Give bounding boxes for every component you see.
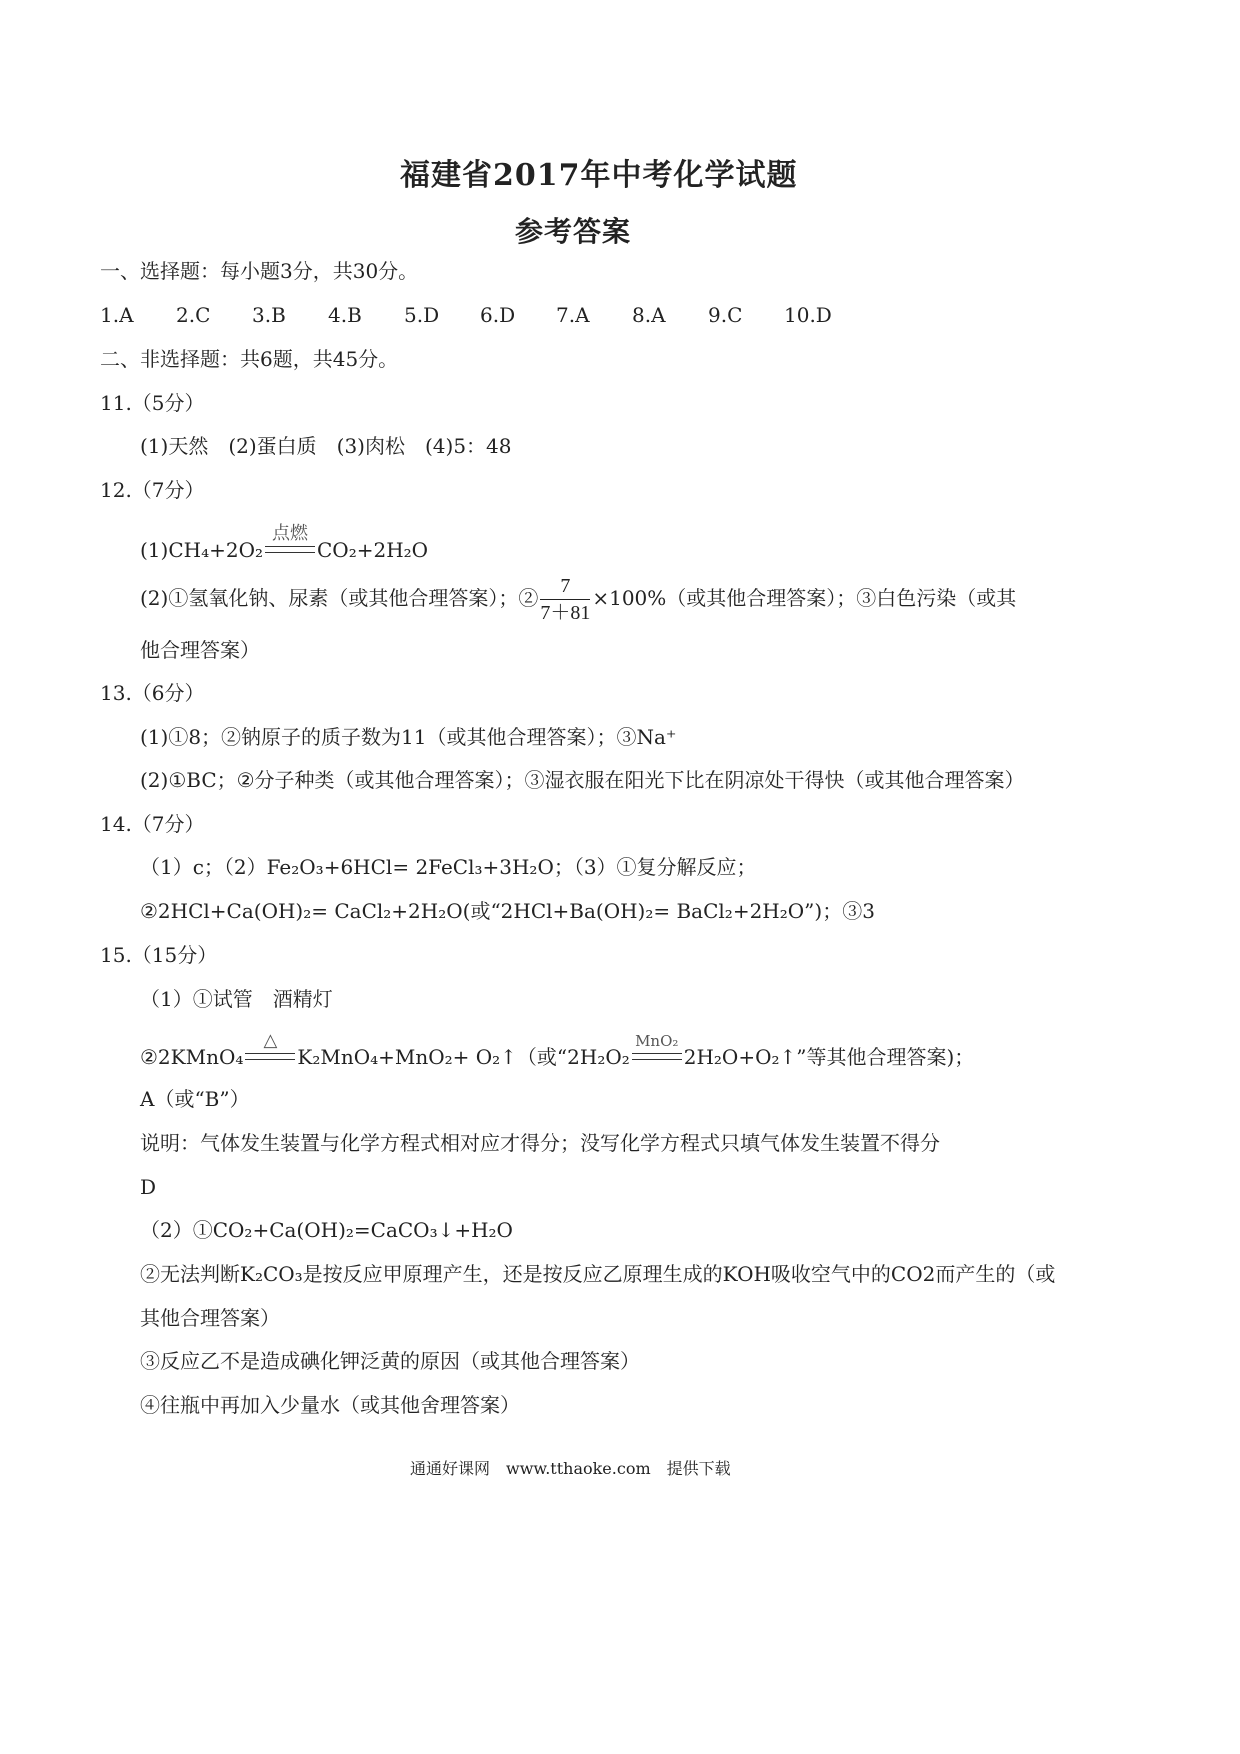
fraction-denominator: 7＋81	[540, 602, 591, 624]
q12-text-b: ×100%（或其他合理答案）；③白色污染（或其	[592, 586, 1017, 610]
mc-answer: 9.C	[708, 303, 743, 327]
reaction-condition	[632, 1032, 682, 1061]
fraction	[540, 573, 590, 626]
condition-label: △	[263, 1030, 278, 1051]
equals-sign	[265, 546, 315, 553]
q12-equation	[140, 523, 429, 564]
equation-left: ②2KMnO₄	[140, 1045, 244, 1069]
footer-source: 通通好课网 www.tthaoke.com 提供下载	[410, 1459, 731, 1478]
q12-text-a: (2)①氢氧化钠、尿素（或其他合理答案）；②	[140, 586, 539, 610]
mc-answer: 3.B	[252, 303, 286, 327]
q15-answer-3: A（或“B”）	[140, 1087, 250, 1111]
page-title: 福建省2017年中考化学试题	[400, 158, 798, 193]
equals-sign	[632, 1053, 682, 1060]
q14-answer-2: ②2HCl+Ca(OH)₂= CaCl₂+2H₂O(或“2HCl+Ba(OH)₂= BaCl₂+2H₂O”)；③3	[140, 899, 875, 923]
q14-answer-1: （1）c；（2）Fe₂O₃+6HCl= 2FeCl₃+3H₂O；（3）①复分解反应；	[140, 855, 757, 879]
mc-answer: 2.C	[176, 303, 211, 327]
q12-answer-3: 他合理答案）	[140, 638, 260, 662]
q15-answer-9: ③反应乙不是造成碘化钾泛黄的原因（或其他合理答案）	[140, 1349, 640, 1373]
condition-label: 点燃	[272, 523, 308, 544]
mc-answer: 1.A	[100, 303, 134, 327]
mc-answer: 7.A	[556, 303, 590, 327]
reaction-condition	[265, 523, 315, 554]
q15-header: 15.（15分）	[100, 943, 218, 967]
condition-label: MnO₂	[635, 1032, 679, 1050]
equation-right: K₂MnO₄+MnO₂+ O₂↑（或“2H₂O₂	[297, 1045, 630, 1069]
mc-answer: 4.B	[328, 303, 362, 327]
q12-answer-2	[140, 572, 1016, 626]
mc-answer: 6.D	[480, 303, 516, 327]
fraction-numerator: 7	[540, 573, 590, 600]
q11-header: 11.（5分）	[100, 391, 205, 415]
q15-answer-8: 其他合理答案）	[140, 1306, 280, 1330]
mc-answer: 5.D	[404, 303, 440, 327]
equation-right-2: 2H₂O+O₂↑”等其他合理答案)；	[683, 1045, 975, 1069]
q13-answer-2: (2)①BC；②分子种类（或其他合理答案）；③湿衣服在阳光下比在阴凉处干得快（或其他合理答案）	[140, 768, 1025, 792]
mc-answer: 8.A	[632, 303, 666, 327]
q13-header: 13.（6分）	[100, 681, 205, 705]
reaction-condition	[245, 1030, 295, 1061]
section2-heading: 二、非选择题：共6题，共45分。	[100, 347, 399, 371]
mc-answer: 10.D	[784, 303, 832, 327]
page-subtitle: 参考答案	[515, 215, 632, 248]
q14-header: 14.（7分）	[100, 812, 205, 836]
equals-sign	[245, 1053, 295, 1060]
q15-note: 说明：气体发生装置与化学方程式相对应才得分；没写化学方程式只填气体发生装置不得分	[140, 1131, 940, 1155]
q12-header: 12.（7分）	[100, 478, 205, 502]
equation-right: CO₂+2H₂O	[317, 538, 429, 562]
q11-answer: (1)天然 (2)蛋白质 (3)肉松 (4)5：48	[140, 434, 512, 458]
equation-left: (1)CH₄+2O₂	[140, 538, 263, 562]
q15-answer-6: （2）①CO₂+Ca(OH)₂=CaCO₃↓+H₂O	[140, 1218, 513, 1242]
q15-answer-5: D	[140, 1175, 157, 1199]
q15-answer-10: ④往瓶中再加入少量水（或其他舍理答案）	[140, 1393, 520, 1417]
section1-heading: 一、选择题：每小题3分，共30分。	[100, 259, 419, 283]
q15-equation	[140, 1030, 975, 1071]
q13-answer-1: (1)①8；②钠原子的质子数为11（或其他合理答案）；③Na⁺	[140, 725, 677, 749]
mc-answers-row	[100, 301, 832, 329]
q15-answer-7: ②无法判断K₂CO₃是按反应甲原理产生，还是按反应乙原理生成的KOH吸收空气中的CO2而产生的（或	[140, 1262, 1056, 1286]
q15-answer-1: （1）①试管 酒精灯	[140, 987, 333, 1011]
